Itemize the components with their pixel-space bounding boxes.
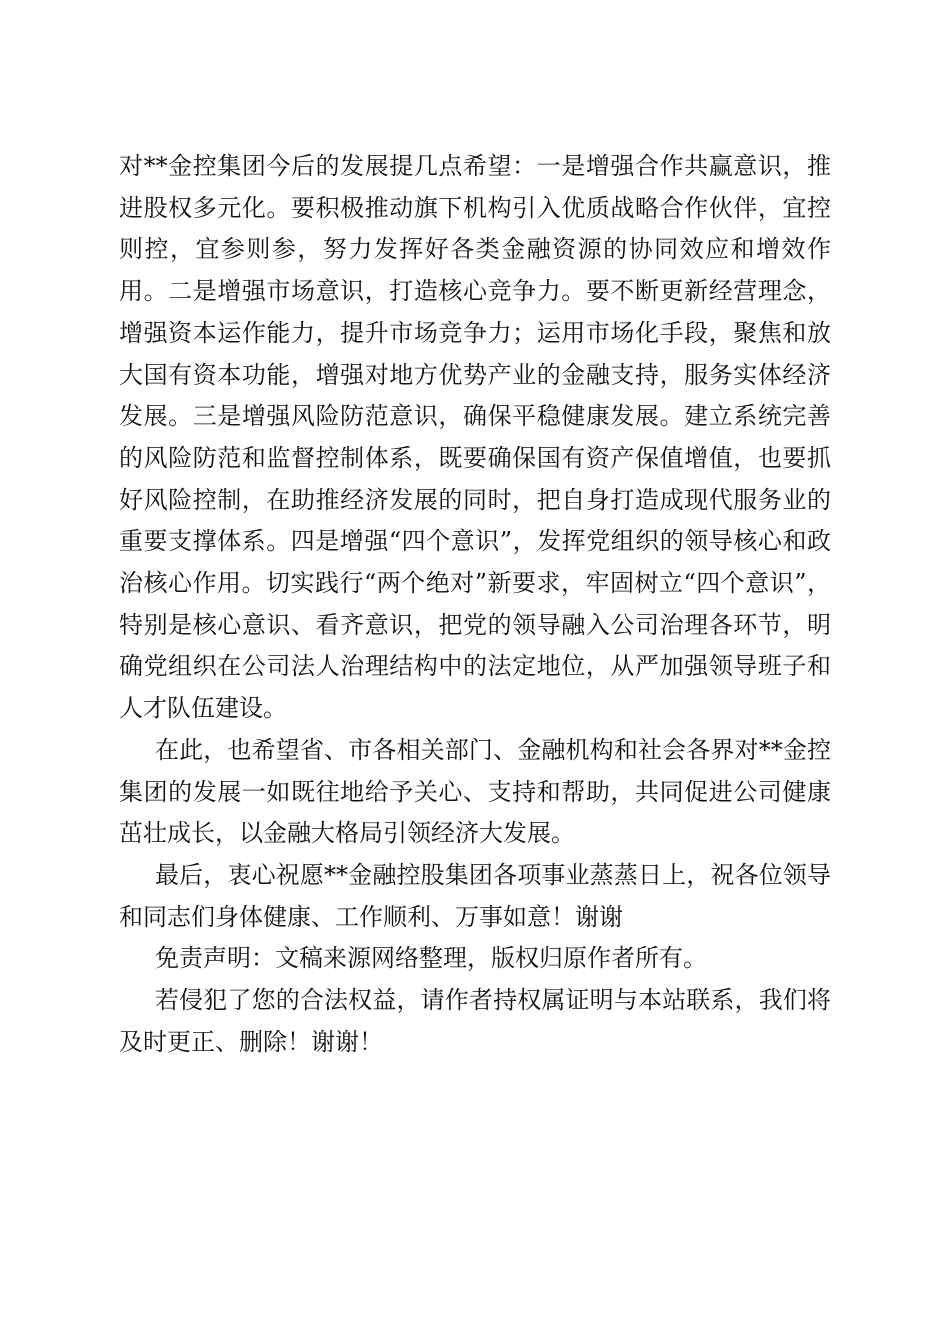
- paragraph-disclaimer: 免责声明：文稿来源网络整理，版权归原作者所有。: [155, 944, 707, 973]
- paragraph-hopes: 对**金控集团今后的发展提几点希望：一是增强合作共赢意识，推进股权多元化。要积极推动旗下机构引入优质战略合作伙伴，宜控则控，宜参则参，努力发挥好各类金融资源的协同效应和增效作用。二是增强市场意识，打造核心竞争力。要不断更新经营理念，增强资本运作能力，提升市场竞争力；运用市场化手段，聚焦和放大国有资本功能，增强对地方优势产业的金融支持，服务实体经济发展。三是增强风险防范意识，确保平稳健康发展。建立系统完善的风险防范和监督控制体系，既要确保国有资产保值增值，也要抓好风险控制，在助推经济发展的同时，把自身打造成现代服务业的重要支撑体系。四是增强“四个意识”，发挥党组织的领导核心和政治核心作用。切实践行“两个绝对”新要求，牢固树立“四个意识”，特别是核心意识、看齐意识，把党的领导融入公司治理各环节，明确党组织在公司法人治理结构中的法定地位，从严加强领导班子和人才队伍建设。: [119, 152, 831, 723]
- paragraph-appeal: 在此，也希望省、市各相关部门、金融机构和社会各界对**金控集团的发展一如既往地给予关心、支持和帮助，共同促进公司健康茁壮成长，以金融大格局引领经济大发展。: [119, 735, 831, 848]
- document-body: [119, 146, 831, 1063]
- paragraph-infringement-notice: 若侵犯了您的合法权益，请作者持权属证明与本站联系，我们将及时更正、删除！谢谢！: [119, 986, 831, 1056]
- paragraph-closing-wishes: 最后，衷心祝愿**金融控股集团各项事业蒸蒸日上，祝各位领导和同志们身体健康、工作顺利、万事如意！谢谢: [119, 860, 831, 931]
